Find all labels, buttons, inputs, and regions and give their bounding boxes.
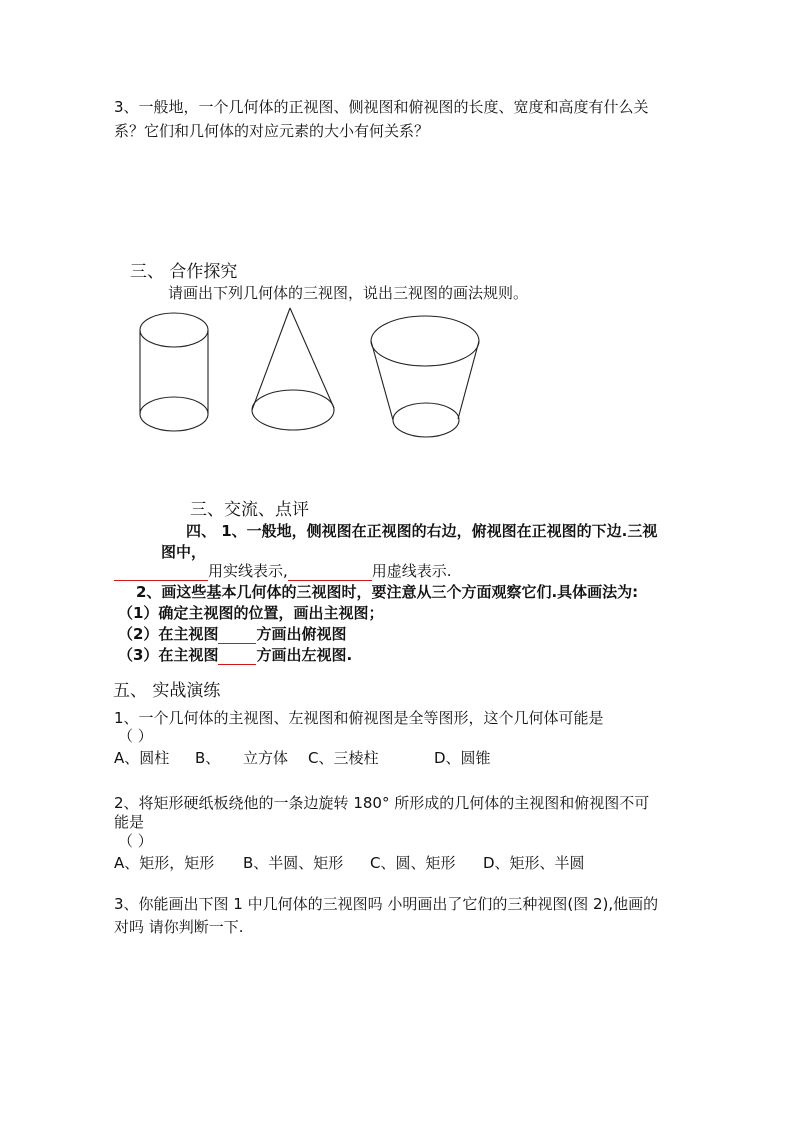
section-four-line-3 — [114, 560, 452, 581]
practice-q2-option-c[interactable]: C、圆、矩形 — [370, 854, 456, 872]
cone-figure — [252, 308, 334, 430]
practice-q1-paren: （ ） — [118, 727, 153, 745]
practice-q2-option-a[interactable]: A、矩形，矩形 — [114, 854, 215, 872]
section-heading-practice: 五、 实战演练 — [113, 681, 221, 701]
practice-q2-line-1: 2、将矩形硬纸板绕他的一条边旋转 180° 所形成的几何体的主视图和俯视图不可 — [114, 794, 650, 812]
practice-q2-option-d[interactable]: D、矩形、半圆 — [483, 854, 585, 872]
frustum-figure — [371, 316, 479, 437]
question-3-line-1: 3、一般地，一个几何体的正视图、侧视图和俯视图的长度、宽度和高度有什么关 — [114, 98, 649, 116]
blank-step-2[interactable] — [218, 625, 256, 644]
practice-q2-line-2: 能是 — [114, 813, 145, 831]
dashed-line-text: 用虚线表示. — [371, 562, 452, 580]
practice-q2-paren: （ ） — [118, 832, 153, 850]
practice-q1-line-1: 1、一个几何体的主视图、左视图和俯视图是全等图形，这个几何体可能是 — [114, 709, 604, 727]
practice-q1-option-c[interactable]: C、三棱柱 — [308, 749, 379, 767]
practice-q1-option-b-text: 立方体 — [243, 749, 289, 767]
cooperate-instruction: 请画出下列几何体的三视图，说出三视图的画法规则。 — [168, 284, 529, 302]
practice-q1-option-b[interactable]: B、 — [195, 749, 221, 767]
step-3: （3）在主视图 方画出左视图. — [118, 646, 353, 664]
cylinder-figure — [140, 313, 208, 431]
practice-q1-option-d[interactable]: D、圆锥 — [434, 749, 491, 767]
practice-q3-line-1: 3、你能画出下图 1 中几何体的三视图吗 小明画出了它们的三种视图(图 2),他画的 — [114, 895, 659, 913]
step-2: （2）在主视图 方画出俯视图 — [118, 625, 347, 643]
practice-q2-option-b[interactable]: B、半圆、矩形 — [243, 854, 344, 872]
rule-intro: 2、画这些基本几何体的三视图时，要注意从三个方面观察它们.具体画法为: — [136, 583, 639, 601]
practice-q1-option-a[interactable]: A、圆柱 — [114, 749, 170, 767]
blank-step-3[interactable] — [218, 646, 256, 665]
section-four-line-2: 图中， — [161, 543, 207, 561]
solid-line-text: 用实线表示, — [208, 562, 288, 580]
section-heading-cooperate: 三、 合作探究 — [130, 262, 238, 282]
blank-dashed-line[interactable] — [288, 562, 372, 581]
practice-q3-line-2: 对吗 请你判断一下. — [114, 918, 244, 936]
section-four-line-1: 四、 1、一般地，侧视图在正视图的右边，俯视图在正视图的下边.三视 — [186, 522, 658, 540]
blank-solid-line[interactable] — [114, 562, 208, 581]
step-1: （1）确定主视图的位置，画出主视图； — [118, 604, 384, 622]
section-heading-discuss: 三、交流、点评 — [190, 500, 309, 520]
question-3-line-2: 系？它们和几何体的对应元素的大小有何关系？ — [114, 122, 430, 140]
